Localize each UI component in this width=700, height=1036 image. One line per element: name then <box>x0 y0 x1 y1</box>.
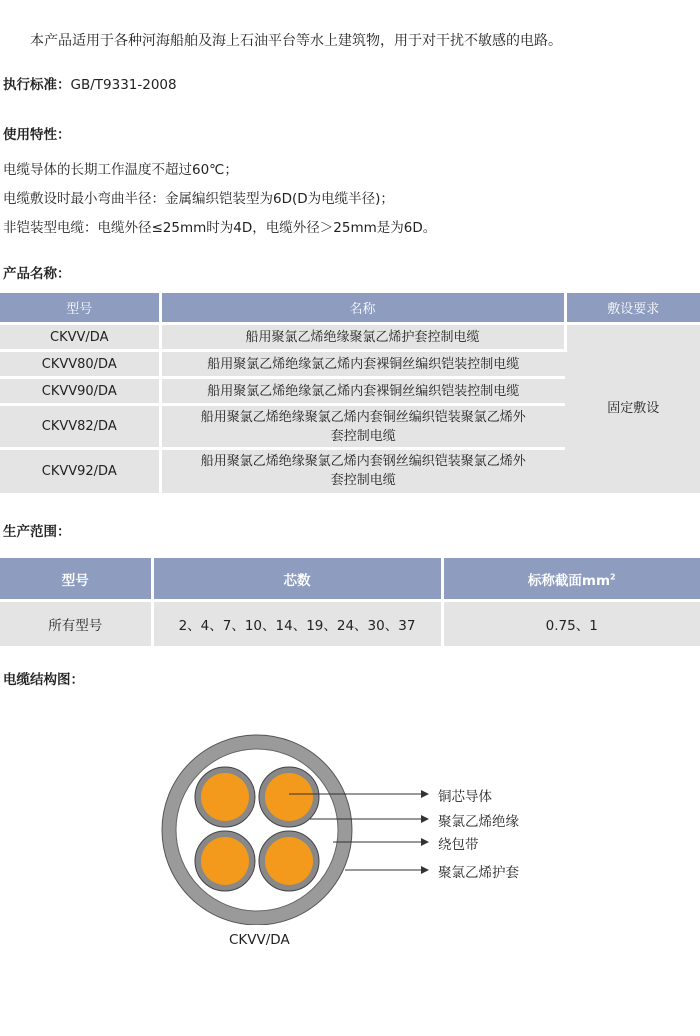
insulation-label: 聚氯乙烯绝缘 <box>438 814 519 830</box>
table-row <box>0 324 700 351</box>
name-text: 船用聚氯乙烯绝缘聚氯乙烯护套控制电缆 <box>245 329 480 345</box>
usage-line: 电缆导体的长期工作温度不超过60℃； <box>3 162 238 178</box>
table-header-row <box>0 558 700 601</box>
column-header-cores: 芯数 <box>152 558 442 601</box>
name-text-continued: 套控制电缆 <box>330 473 396 489</box>
requirement-cell: 固定敷设 <box>565 324 700 493</box>
copper-core <box>201 837 249 885</box>
usage-line: 非铠装型电缆：电缆外径≤25mm时为4D，电缆外径＞25mm是为6D。 <box>3 220 437 236</box>
production-range-heading: 生产范围： <box>3 524 71 540</box>
name-cell <box>160 378 565 405</box>
column-header-model: 型号 <box>0 558 152 601</box>
model-cell: CKVV92/DA <box>0 449 160 493</box>
standard-label: 执行标准： <box>3 77 71 93</box>
cores-cell: 2、4、7、10、14、19、24、30、37 <box>152 601 442 647</box>
copper-core <box>265 773 313 821</box>
model-cell: 所有型号 <box>0 601 152 647</box>
usage-line: 电缆敷设时最小弯曲半径：金属编织铠装型为6D(D为电缆半径)； <box>3 191 394 207</box>
intro-text: 本产品适用于各种河海船舶及海上石油平台等水上建筑物，用于对干扰不敏感的电路。 <box>30 33 562 49</box>
name-cell <box>160 324 565 351</box>
product-names-heading: 产品名称： <box>3 266 71 282</box>
name-text: 船用聚氯乙烯绝缘聚氯乙烯内套铜丝编织铠装聚氯乙烯外 <box>200 409 526 425</box>
unit-superscript: 2 <box>610 572 616 581</box>
structure-heading: 电缆结构图： <box>3 672 84 688</box>
production-range-table <box>0 558 700 646</box>
sheath-label: 聚氯乙烯护套 <box>438 865 519 881</box>
copper-core <box>201 773 249 821</box>
product-names-table <box>0 293 700 493</box>
copper-core <box>265 837 313 885</box>
name-text: 船用聚氯乙烯绝缘聚氯乙烯内套钢丝编织铠装聚氯乙烯外 <box>200 454 526 470</box>
column-header-section <box>442 558 700 601</box>
cable-structure-diagram <box>160 725 460 925</box>
column-header-requirement: 敷设要求 <box>565 293 700 324</box>
name-cell <box>160 405 565 449</box>
column-header-model: 型号 <box>0 293 160 324</box>
model-cell: CKVV90/DA <box>0 378 160 405</box>
name-cell <box>160 449 565 493</box>
name-text: 船用聚氯乙烯绝缘氯乙烯内套裸铜丝编织铠装控制电缆 <box>207 383 520 399</box>
table-header-row <box>0 293 700 324</box>
section-cell: 0.75、1 <box>442 601 700 647</box>
name-cell <box>160 351 565 378</box>
name-text: 船用聚氯乙烯绝缘氯乙烯内套裸铜丝编织铠装控制电缆 <box>207 356 520 372</box>
diagram-caption: CKVV/DA <box>229 932 290 948</box>
column-header-name: 名称 <box>160 293 565 324</box>
standard-value: GB/T9331-2008 <box>70 77 177 93</box>
model-cell: CKVV82/DA <box>0 405 160 449</box>
model-cell: CKVV/DA <box>0 324 160 351</box>
name-text-continued: 套控制电缆 <box>330 428 396 444</box>
tape-label: 绕包带 <box>438 837 479 853</box>
table-row <box>0 601 700 647</box>
section-header-text: 标称截面mm <box>527 572 611 589</box>
copper-core-label: 铜芯导体 <box>438 789 492 805</box>
model-cell: CKVV80/DA <box>0 351 160 378</box>
standard-line <box>3 73 177 93</box>
tape-layer <box>176 749 338 911</box>
usage-heading: 使用特性： <box>3 127 71 143</box>
